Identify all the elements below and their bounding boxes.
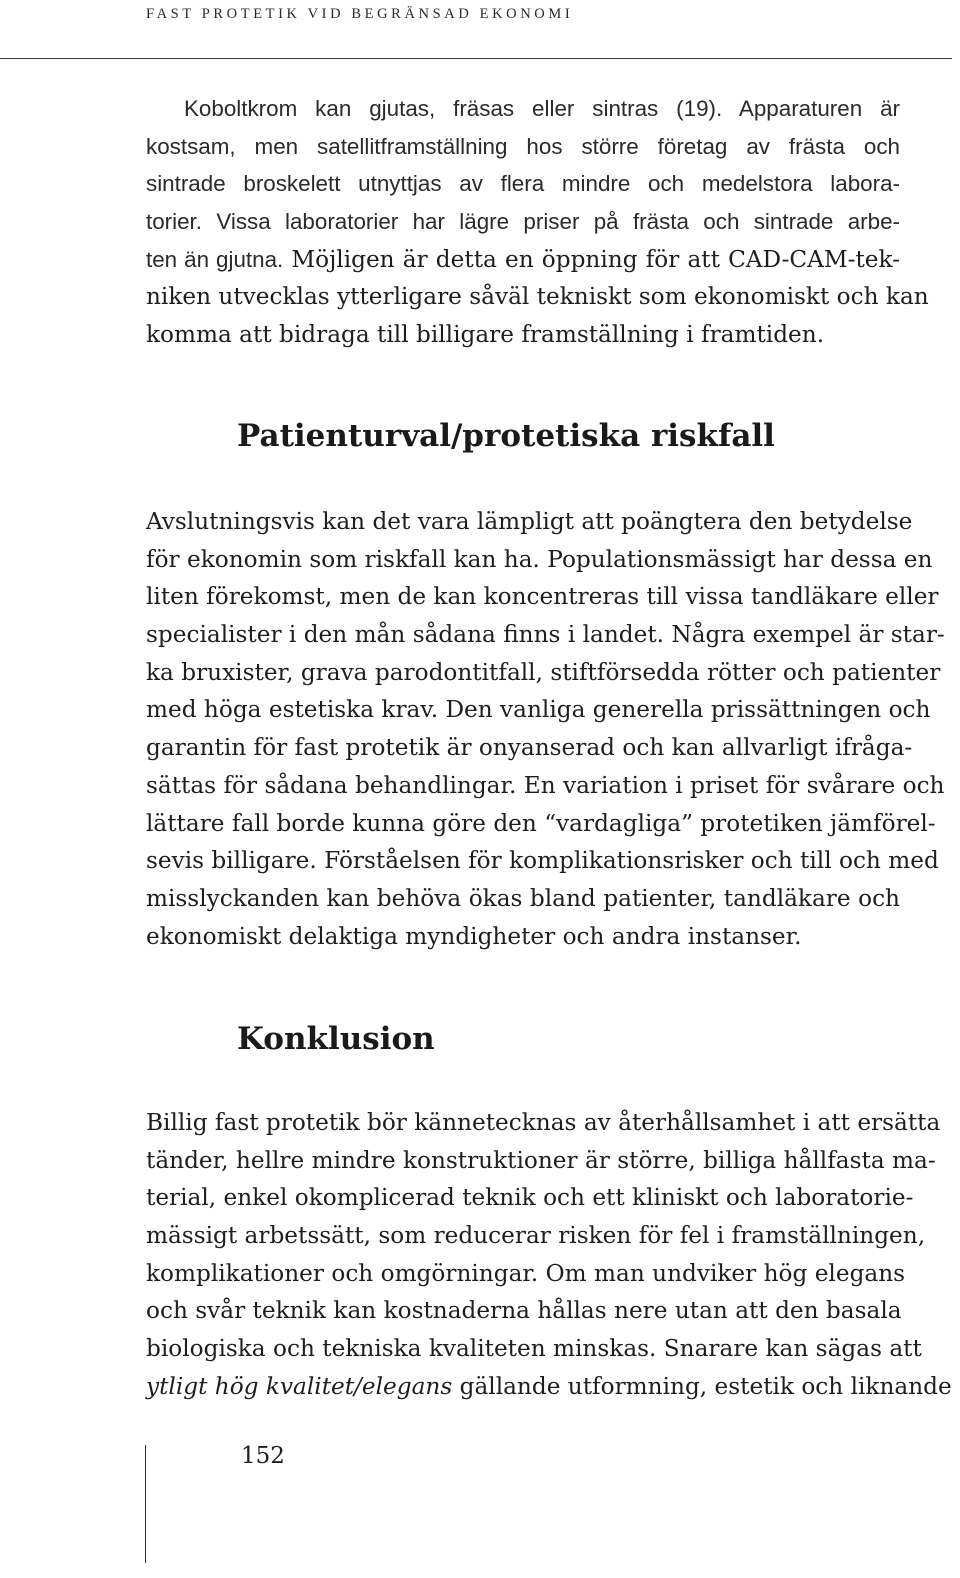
text-line: specialister i den mån sådana finns i landet. Några exempel är star- — [146, 621, 945, 649]
text-line: torier. Vissa laboratorier har lägre priser på frästa och sintrade arbe- — [146, 209, 900, 235]
section-heading-konklusion: Konklusion — [237, 1021, 435, 1057]
text-line-mixed — [146, 1368, 952, 1406]
text-line: ka bruxister, grava parodontitfall, stiftförsedda rötter och patienter — [146, 658, 941, 686]
text-fragment: ten än gjutna. — [146, 246, 284, 272]
italic-phrase: ytligt hög kvalitet/elegans — [146, 1372, 453, 1400]
text-line: Koboltkrom kan gjutas, fräsas eller sintras (19). Apparaturen är — [184, 96, 900, 121]
text-line: Avslutningsvis kan det vara lämpligt att poängtera den betydelse — [146, 508, 913, 535]
text-line: och svår teknik kan kostnaderna hållas nere utan att den basala — [146, 1297, 902, 1325]
text-line: garantin för fast protetik är onyanserad och kan allvarligt ifråga- — [146, 734, 913, 762]
text-line: terial, enkel okomplicerad teknik och ett kliniskt och laboratorie- — [146, 1184, 914, 1212]
section1-paragraph — [146, 503, 945, 955]
text-line: niken utvecklas ytterligare såväl tekniskt som ekonomiskt och kan — [146, 283, 929, 311]
section-heading-patienturval: Patienturval/protetiska riskfall — [237, 418, 775, 454]
text-line: kostsam, men satellitframställning hos större företag av frästa och — [146, 133, 900, 159]
folio-rule — [145, 1445, 146, 1563]
text-line: liten förekomst, men de kan koncentreras till vissa tandläkare eller — [146, 583, 939, 611]
text-line: misslyckanden kan behöva ökas bland patienter, tandläkare och — [146, 884, 900, 912]
text-fragment: gällande utformning, estetik och liknande — [452, 1372, 952, 1400]
text-line-mixed — [146, 241, 900, 279]
text-line: komma att bidraga till billigare framställning i framtiden. — [146, 321, 825, 349]
text-line: för ekonomin som riskfall kan ha. Populationsmässigt har dessa en — [146, 545, 933, 573]
text-line: Billig fast protetik bör kännetecknas av återhållsamhet i att ersätta — [146, 1109, 941, 1136]
text-line: sevis billigare. Förståelsen för komplikationsrisker och till och med — [146, 847, 939, 875]
text-line: biologiska och tekniska kvaliteten minskas. Snarare kan sägas att — [146, 1335, 922, 1363]
text-line: lättare fall borde kunna göre den “vardagliga” protetiken jämförel- — [146, 809, 936, 837]
text-line: med höga estetiska krav. Den vanliga generella prissättningen och — [146, 696, 931, 724]
text-line: mässigt arbetssätt, som reducerar risken för fel i framställningen, — [146, 1222, 926, 1250]
running-header: FAST PROTETIK VID BEGRÄNSAD EKONOMI — [146, 6, 574, 22]
text-line: komplikationer och omgörningar. Om man undviker hög elegans — [146, 1259, 906, 1287]
text-line: ekonomiskt delaktiga myndigheter och andra instanser. — [146, 922, 802, 950]
page-number: 152 — [241, 1443, 285, 1469]
text-line: tänder, hellre mindre konstruktioner är större, billiga hållfasta ma- — [146, 1146, 936, 1174]
header-rule — [0, 58, 952, 59]
text-fragment: Möjligen är detta en öppning för att CAD-CAM-tek- — [283, 245, 900, 273]
intro-paragraph — [146, 90, 929, 354]
text-line: sättas för sådana behandlingar. En variation i priset för svårare och — [146, 771, 945, 799]
text-line: sintrade broskelett utnyttjas av flera mindre och medelstora labora- — [146, 171, 900, 197]
section2-paragraph — [146, 1104, 952, 1406]
